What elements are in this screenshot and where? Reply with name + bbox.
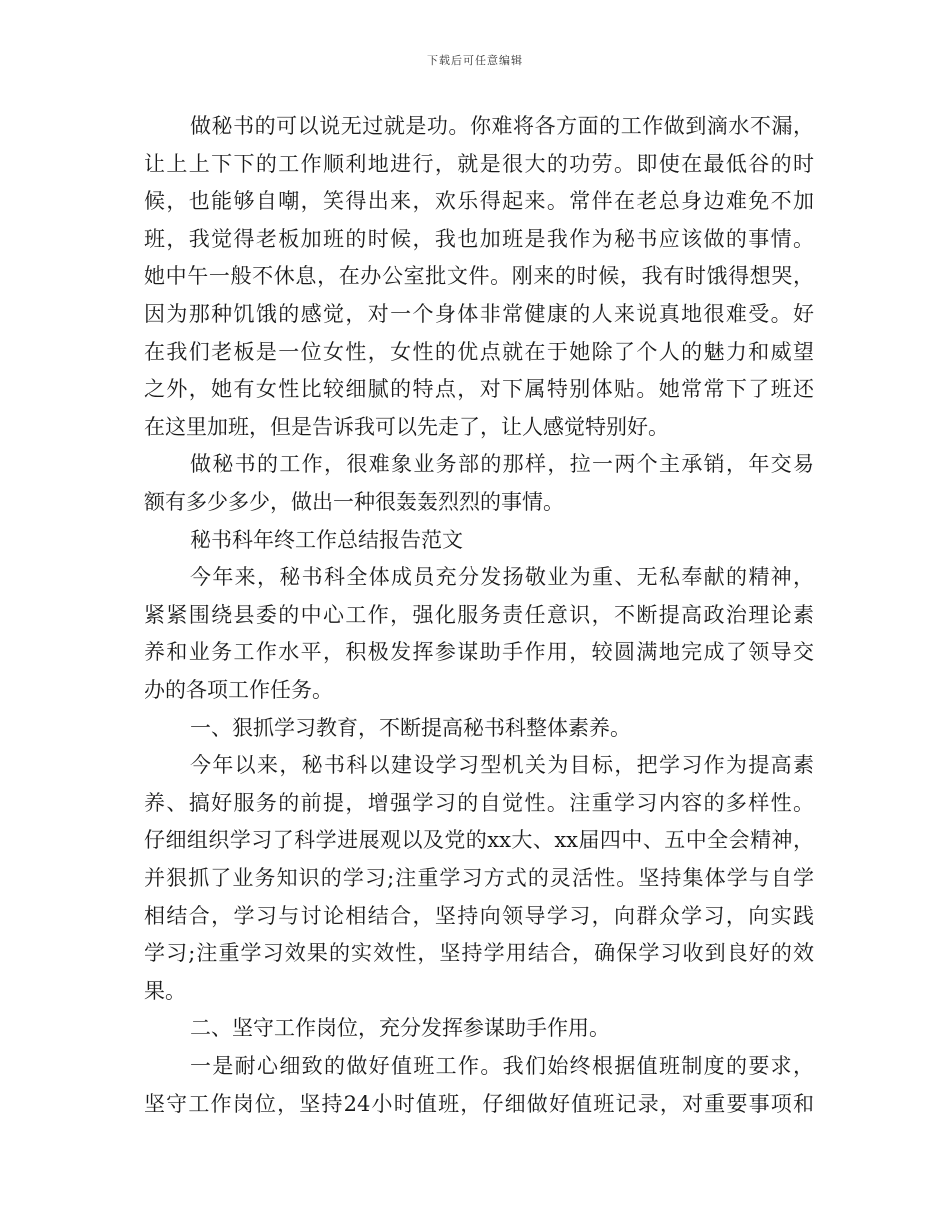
text-line: 紧紧围绕县委的中心工作，强化服务责任意识，不断提高政治理论素 — [144, 602, 814, 627]
text-line: 候，也能够自嘲，笑得出来，欢乐得起来。常伴在老总身边难免不加 — [144, 189, 814, 214]
text-line: 她中午一般不休息，在办公室批文件。刚来的时候，我有时饿得想哭， — [144, 264, 814, 289]
text-line: 仔细组织学习了科学进展观以及党的xx大、xx届四中、五中全会精神， — [144, 828, 814, 853]
text-line: 相结合，学习与讨论相结合，坚持向领导学习，向群众学习，向实践 — [144, 903, 814, 928]
text-line: 今年来，秘书科全体成员充分发扬敬业为重、无私奉献的精神， — [190, 565, 814, 590]
page-header: 下载后可任意编辑 — [427, 54, 523, 67]
text-line: 之外，她有女性比较细腻的特点，对下属特别体贴。她常常下了班还 — [144, 377, 814, 402]
text-line: 秘书科年终工作总结报告范文 — [190, 527, 463, 552]
text-line: 坚守工作岗位，坚持24小时值班，仔细做好值班记录，对重要事项和 — [144, 1091, 814, 1116]
text-line: 办的各项工作任务。 — [144, 678, 333, 702]
text-line: 果。 — [144, 978, 186, 1003]
text-line: 在这里加班，但是告诉我可以先走了，让人感觉特别好。 — [144, 414, 669, 439]
text-line: 班，我觉得老板加班的时候，我也加班是我作为秘书应该做的事情。 — [144, 226, 814, 251]
text-line: 养、搞好服务的前提，增强学习的自觉性。注重学习内容的多样性。 — [144, 790, 814, 815]
text-line: 做秘书的工作，很难象业务部的那样，拉一两个主承销，年交易 — [190, 452, 814, 477]
text-line: 今年以来，秘书科以建设学习型机关为目标，把学习作为提高素 — [190, 753, 814, 778]
text-line: 额有多少多少，做出一种很轰轰烈烈的事情。 — [144, 490, 564, 514]
text-line: 一、狠抓学习教育，不断提高秘书科整体素养。 — [190, 715, 631, 740]
text-line: 二、坚守工作岗位，充分发挥参谋助手作用。 — [190, 1016, 610, 1041]
text-line: 养和业务工作水平，积极发挥参谋助手作用，较圆满地完成了领导交 — [144, 640, 814, 665]
text-line: 让上上下下的工作顺利地进行，就是很大的功劳。即使在最低谷的时 — [144, 151, 814, 176]
text-line: 一是耐心细致的做好值班工作。我们始终根据值班制度的要求， — [190, 1054, 814, 1078]
text-line: 在我们老板是一位女性，女性的优点就在于她除了个人的魅力和威望 — [144, 339, 814, 364]
text-line: 做秘书的可以说无过就是功。你难将各方面的工作做到滴水不漏， — [190, 114, 814, 138]
text-line: 并狠抓了业务知识的学习;注重学习方式的灵活性。坚持集体学与自学 — [144, 866, 814, 890]
text-line: 学习;注重学习效果的实效性，坚持学用结合，确保学习收到良好的效 — [144, 941, 814, 966]
text-line: 因为那种饥饿的感觉，对一个身体非常健康的人来说真地很难受。好 — [144, 302, 814, 326]
